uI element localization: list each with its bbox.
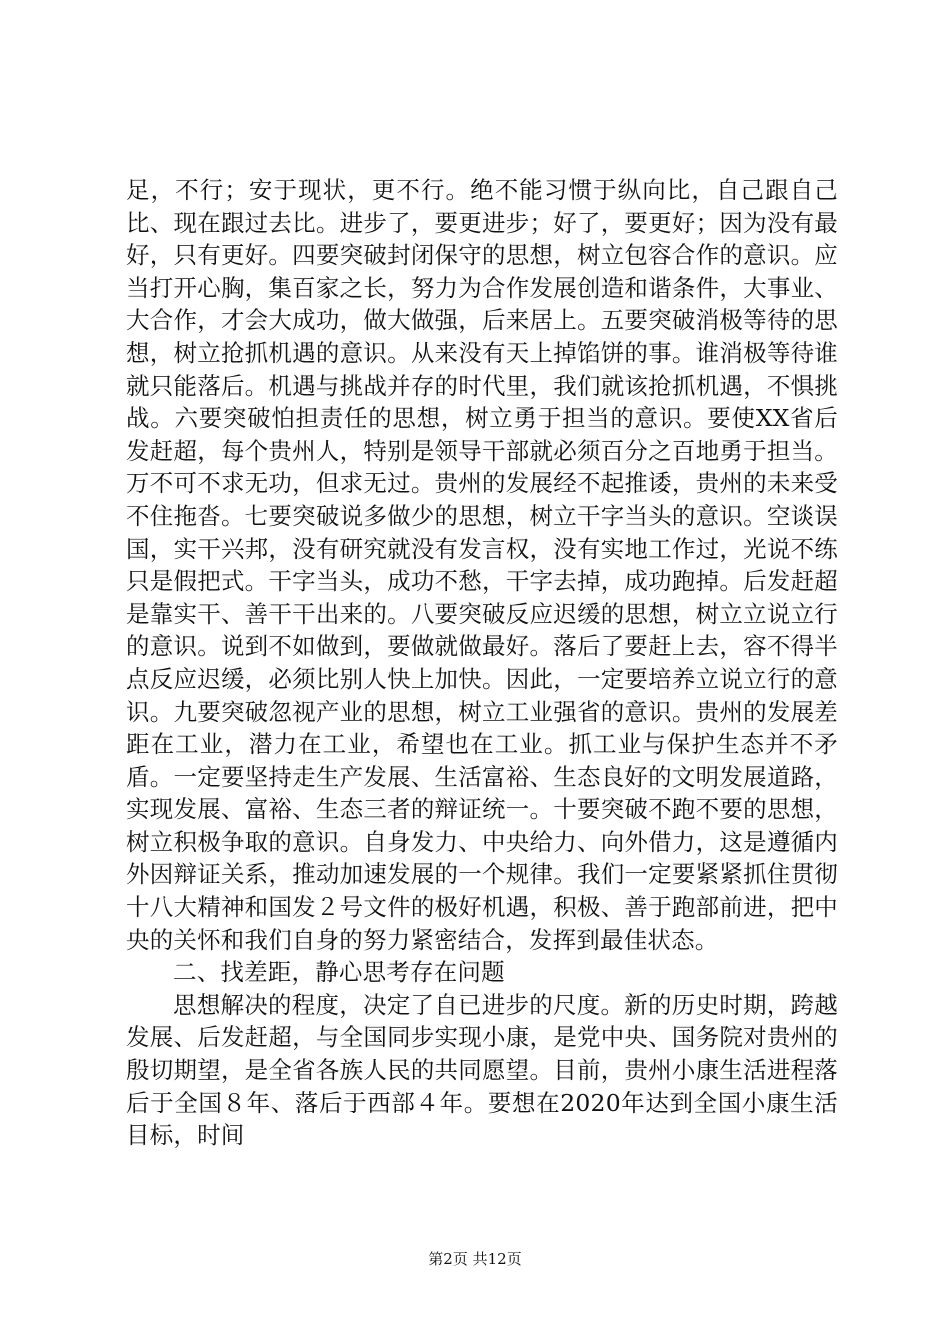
paragraph-continuation: 足，不行；安于现状，更不行。绝不能习惯于纵向比，自己跟自己比、现在跟过去比。进步了，要更进步；好了，要更好；因为没有最好，只有更好。四要突破封闭保守的思想，树立包容合作的意识。应当打开心胸，集百家之长，努力为合作发展创造和谐条件，大事业、大合作，才会大成功，做大做强，后来居上。五要突破消极等待的思想，树立抢抓机遇的意识。从来没有天上掉馅饼的事。谁消极等待谁就只能落后。机遇与挑战并存的时代里，我们就该抢抓机遇，不惧挑战。六要突破怕担责任的思想，树立勇于担当的意识。要使XX省后发赶超，每个贵州人，特别是领导干部就必须百分之百地勇于担当。万不可不求无功，但求无过。贵州的发展经不起推诿，贵州的未来受不住拖沓。七要突破说多做少的思想，树立干字当头的意识。空谈误国，实干兴邦，没有研究就没有发言权，没有实地工作过，光说不练只是假把式。干字当头，成功不愁，干字去掉，成功跑掉。后发赶超是靠实干、善干干出来的。八要突破反应迟缓的思想，树立立说立行的意识。说到不如做到，要做就做最好。落后了要赶上去，容不得半点反应迟缓，必须比别人快上加快。因此，一定要培养立说立行的意识。九要突破忽视产业的思想，树立工业强省的意识。贵州的发展差距在工业，潜力在工业，希望也在工业。抓工业与保护生态并不矛盾。一定要坚持走生产发展、生活富裕、生态良好的文明发展道路，实现发展、富裕、生态三者的辩证统一。十要突破不跑不要的思想，树立积极争取的意识。自身发力、中央给力、向外借力，这是遵循内外因辩证关系，推动加速发展的一个规律。我们一定要紧紧抓住贯彻十八大精神和国发２号文件的极好机遇，积极、善于跑部前进，把中央的关怀和我们自身的努力紧密结合，发挥到最佳状态。 [126,176,838,954]
document-body [126,174,838,1152]
page-number-footer: 第2页 共12页 [428,1250,522,1268]
paragraph: 思想解决的程度，决定了自已进步的尺度。新的历史时期，跨越发展、后发赶超，与全国同步实现小康，是党中央、国务院对贵州的殷切期望，是全省各族人民的共同愿望。目前，贵州小康生活进程落后于全国８年、落后于西部４年。要想在2020年达到全国小康生活目标，时间 [126,990,838,1150]
section-heading: 二、找差距，静心思考存在问题 [173,958,505,987]
